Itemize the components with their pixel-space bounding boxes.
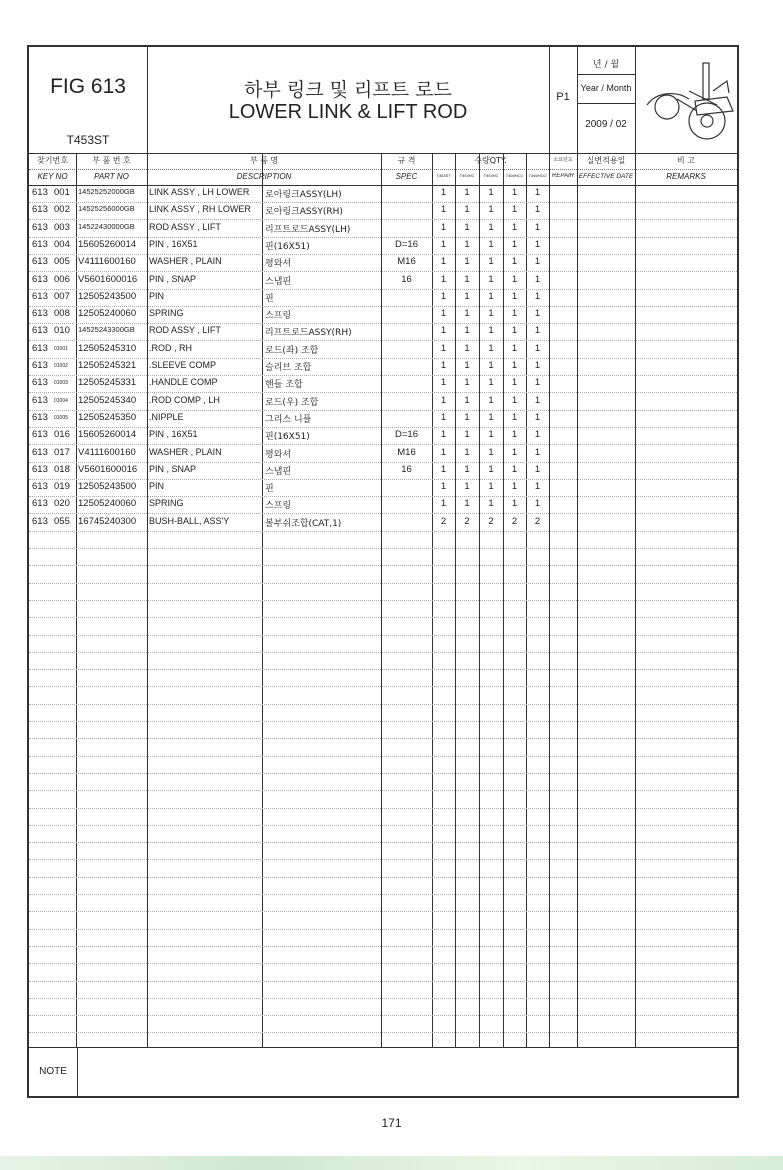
fig-no: 613 — [32, 256, 48, 268]
qty-value: 1 — [534, 308, 541, 320]
key-no: 004 — [54, 238, 70, 250]
description-en: PIN — [149, 290, 165, 301]
scan-edge-band — [0, 1156, 783, 1170]
qty-value: 1 — [488, 187, 494, 198]
description-ko: 평와셔 — [265, 259, 292, 270]
qty-value: 1 — [440, 308, 447, 320]
description-ko: 로드(우) 조합 — [265, 397, 319, 408]
qty-value: 1 — [488, 360, 494, 371]
model-code: T453ST — [66, 133, 110, 147]
empty-row — [29, 981, 737, 999]
qty-value: 1 — [440, 498, 447, 510]
empty-row — [29, 600, 737, 618]
qty-value: 1 — [464, 187, 470, 198]
qty-value: 1 — [488, 273, 494, 285]
qty-value: 1 — [440, 394, 447, 406]
qty-value: 2 — [488, 515, 494, 527]
part-header-ko: 부 품 번 호 — [92, 156, 131, 165]
qty-value: 1 — [511, 273, 518, 285]
qty-value: 1 — [464, 308, 470, 320]
effective-date-header-ko: 실변적용일 — [586, 156, 626, 165]
qty-value: 1 — [440, 429, 447, 441]
qty-value: 1 — [464, 463, 470, 475]
empty-row — [29, 808, 737, 826]
description-en: .SLEEVE COMP — [149, 360, 217, 370]
key-no: 019 — [54, 481, 70, 493]
qty-value: 1 — [488, 290, 494, 302]
empty-row — [29, 1015, 737, 1033]
table-row — [29, 375, 737, 393]
description-ko: 스프링 — [265, 501, 292, 512]
year-month-label-ko: 년 / 월 — [592, 60, 620, 70]
empty-row — [29, 894, 737, 912]
qty-value: 2 — [464, 515, 470, 527]
qty-value: 1 — [440, 446, 447, 458]
desc-header: DESCRIPTION — [236, 172, 292, 181]
qty-value: 1 — [534, 256, 541, 268]
figure-number: FIG 613 — [50, 75, 126, 98]
repair-header-ko: 소요년도 — [553, 157, 573, 163]
repair-header: REPAIR — [552, 173, 574, 179]
fig-no: 613 — [32, 238, 48, 250]
qty-value: 1 — [534, 273, 541, 285]
column-headers — [29, 153, 737, 186]
spec: M16 — [397, 256, 416, 268]
qty-value: 1 — [488, 394, 494, 406]
description-ko: 핀 — [265, 293, 274, 304]
part-no: 12505240060 — [78, 498, 137, 510]
description-ko: 로드(좌) 조합 — [265, 345, 319, 356]
fig-no: 613 — [32, 290, 48, 302]
table-row — [29, 306, 737, 324]
qty-value: 1 — [440, 342, 447, 354]
qty-value: 1 — [464, 481, 470, 493]
part-no: 12505243500 — [78, 481, 137, 493]
qty-value: 1 — [511, 394, 518, 406]
qty-value: 1 — [464, 411, 470, 423]
qty-value: 1 — [511, 411, 518, 423]
description-ko: 로아링크ASSY(LH) — [265, 190, 342, 200]
qty-value: 1 — [440, 187, 447, 198]
spec: 16 — [401, 273, 412, 285]
part-no: 15605260014 — [78, 238, 137, 250]
part-no: 12505245340 — [78, 394, 137, 406]
parts-page — [27, 45, 739, 1098]
remarks-header-ko: 비 고 — [677, 156, 695, 165]
part-no: V4111600160 — [78, 446, 136, 458]
key-no: 003 — [54, 221, 70, 233]
spec: D=16 — [395, 238, 418, 250]
part-no: 15605260014 — [78, 429, 137, 441]
qty-value: 1 — [488, 342, 494, 354]
description-en: PIN , SNAP — [149, 463, 197, 474]
key-no: 01005 — [54, 414, 68, 421]
empty-row — [29, 877, 737, 895]
fig-no: 613 — [32, 187, 48, 198]
qty-value: 1 — [534, 360, 541, 371]
empty-row — [29, 825, 737, 843]
key-no: 007 — [54, 290, 70, 302]
empty-row — [29, 531, 737, 549]
qty-value: 1 — [464, 498, 470, 510]
empty-row — [29, 791, 737, 809]
spec: 16 — [401, 463, 412, 475]
empty-row — [29, 721, 737, 739]
qty-value: 1 — [464, 394, 470, 406]
key-no: 017 — [54, 446, 70, 458]
description-en: SPRING — [149, 308, 184, 319]
key-no: 01003 — [54, 380, 68, 387]
description-ko: 그리스 니플 — [265, 414, 312, 425]
key-no: 005 — [54, 256, 70, 268]
description-ko: 스냅핀 — [265, 466, 292, 477]
qty-value: 1 — [440, 221, 447, 233]
qty-value: 1 — [534, 238, 541, 250]
fig-no: 613 — [32, 515, 48, 527]
qty-value: 1 — [464, 360, 470, 371]
empty-row — [29, 635, 737, 653]
qty-value: 1 — [464, 273, 470, 285]
part-no: 14525252000GB — [78, 187, 135, 196]
table-row — [29, 410, 737, 428]
page-code: P1 — [556, 91, 570, 103]
fig-no: 613 — [32, 221, 48, 233]
qty-value: 1 — [440, 290, 447, 302]
part-no: 12505245310 — [78, 342, 137, 354]
description-ko: 평와셔 — [265, 449, 292, 460]
part-no: 12505240060 — [78, 308, 137, 320]
empty-row — [29, 756, 737, 774]
qty-value: 1 — [511, 342, 518, 354]
key-header-ko: 찾기번호 — [37, 156, 68, 165]
fig-no: 613 — [32, 325, 48, 337]
part-no: V4111600160 — [78, 256, 136, 268]
qty-value: 1 — [511, 204, 518, 216]
qty-value: 1 — [440, 325, 447, 337]
qty-value: 1 — [440, 463, 447, 475]
description-ko: 리프트로드ASSY(RH) — [265, 328, 352, 339]
description-ko: 핸들 조합 — [265, 380, 303, 391]
qty-value: 1 — [488, 411, 494, 423]
qty-value: 1 — [488, 463, 494, 475]
table-row — [29, 202, 737, 220]
fig-no: 613 — [32, 498, 48, 510]
qty-value: 1 — [511, 429, 518, 441]
qty-value: 1 — [464, 238, 470, 250]
key-no: 002 — [54, 204, 70, 216]
qty-model-3: T453HC — [483, 173, 499, 178]
qty-value: 1 — [464, 325, 470, 337]
title-english: LOWER LINK & LIFT ROD — [228, 101, 468, 123]
part-no: 14525243300GB — [78, 325, 135, 335]
table-row — [29, 185, 737, 203]
table-row — [29, 254, 737, 272]
qty-value: 1 — [511, 256, 518, 268]
description-ko: 리프트로드ASSY(LH) — [265, 224, 351, 235]
description-en: LINK ASSY , LH LOWER — [149, 187, 250, 197]
description-ko: 볼부쉬조합(CAT,1) — [265, 518, 342, 529]
qty-value: 1 — [440, 481, 447, 493]
qty-value: 1 — [511, 360, 518, 371]
effective-date-header: EFFECTIVE DATE — [578, 173, 634, 180]
qty-value: 1 — [511, 325, 518, 337]
description-en: ROD ASSY , LIFT — [149, 325, 221, 336]
empty-row — [29, 566, 737, 584]
qty-value: 1 — [511, 377, 518, 389]
qty-value: 1 — [534, 481, 541, 493]
fig-no: 613 — [32, 394, 48, 406]
part-header: PART NO — [94, 172, 129, 181]
table-row — [29, 462, 737, 480]
qty-value: 1 — [511, 446, 518, 458]
table-row — [29, 514, 737, 532]
empty-row — [29, 929, 737, 947]
description-en: PIN , 16X51 — [149, 238, 198, 249]
qty-value: 1 — [488, 325, 494, 337]
description-ko: 핀 — [265, 484, 274, 495]
qty-value: 1 — [464, 446, 470, 458]
qty-header: 수량QTY. — [474, 156, 507, 165]
title-korean: 하부 링크 및 리프트 로드 — [244, 79, 452, 101]
page-number: 171 — [381, 1116, 402, 1130]
qty-value: 1 — [440, 411, 447, 423]
part-no: V5601600016 — [78, 273, 138, 285]
fig-no: 613 — [32, 360, 48, 371]
desc-header-ko: 부 품 명 — [249, 156, 279, 165]
description-en: SPRING — [149, 498, 184, 509]
qty-model-4: T494HCC — [505, 173, 524, 178]
fig-no: 613 — [32, 308, 48, 320]
spec-header-ko: 규 격 — [397, 156, 416, 165]
qty-model-5: T494HCG — [528, 173, 547, 178]
description-en: LINK ASSY , RH LOWER — [149, 204, 251, 215]
table-row — [29, 393, 737, 411]
qty-value: 1 — [464, 290, 470, 302]
part-no: 12505245321 — [78, 360, 137, 371]
qty-value: 2 — [440, 515, 447, 527]
table-row — [29, 479, 737, 497]
qty-value: 1 — [464, 429, 470, 441]
empty-row — [29, 998, 737, 1016]
qty-value: 1 — [488, 221, 494, 233]
tractor-illustration — [637, 51, 737, 149]
qty-value: 1 — [488, 498, 494, 510]
qty-value: 1 — [534, 290, 541, 302]
table-row — [29, 427, 737, 445]
empty-row — [29, 669, 737, 687]
qty-value: 1 — [464, 204, 470, 216]
qty-value: 1 — [488, 256, 494, 268]
part-no: 14525256000GB — [78, 204, 135, 214]
description-en: BUSH-BALL, ASS'Y — [149, 515, 230, 526]
fig-no: 613 — [32, 481, 48, 493]
description-ko: 로아링크ASSY(RH) — [265, 207, 343, 218]
qty-value: 1 — [488, 481, 494, 493]
part-no: 16745240300 — [78, 515, 137, 527]
qty-value: 1 — [464, 221, 470, 233]
empty-row — [29, 739, 737, 757]
qty-value: 1 — [440, 204, 447, 216]
description-en: .ROD COMP , LH — [149, 394, 220, 405]
fig-no: 613 — [32, 463, 48, 475]
qty-value: 1 — [534, 429, 541, 441]
qty-value: 1 — [488, 429, 494, 441]
spec: D=16 — [395, 429, 418, 441]
year-month-label: Year / Month — [580, 83, 632, 93]
qty-value: 1 — [511, 290, 518, 302]
key-no: 055 — [54, 515, 70, 527]
empty-row — [29, 704, 737, 722]
table-row — [29, 445, 737, 463]
qty-value: 1 — [534, 411, 541, 423]
description-en: PIN — [149, 481, 165, 492]
description-ko: 핀(16X51) — [265, 241, 310, 252]
qty-value: 1 — [511, 498, 518, 510]
part-no: 14522430000GB — [78, 221, 135, 231]
qty-value: 1 — [464, 377, 470, 389]
spec: M16 — [397, 446, 416, 458]
description-en: .NIPPLE — [149, 411, 184, 422]
note-section — [29, 1047, 737, 1097]
qty-value: 1 — [534, 325, 541, 337]
qty-value: 1 — [534, 394, 541, 406]
key-no: 018 — [54, 463, 70, 475]
key-no: 006 — [54, 273, 70, 285]
key-no: 01002 — [54, 363, 68, 369]
table-row — [29, 220, 737, 238]
fig-no: 613 — [32, 204, 48, 216]
empty-row — [29, 583, 737, 601]
qty-value: 1 — [534, 187, 541, 198]
spec-header: SPEC — [395, 172, 418, 181]
empty-row — [29, 687, 737, 705]
part-no: V5601600016 — [78, 463, 138, 475]
parts-table — [29, 185, 737, 1047]
qty-value: 1 — [534, 377, 541, 389]
table-row — [29, 358, 737, 376]
qty-model-2: T453HC — [459, 173, 475, 178]
fig-no: 613 — [32, 411, 48, 423]
description-en: ROD ASSY , LIFT — [149, 221, 221, 232]
key-no: 001 — [54, 187, 70, 198]
key-no: 010 — [54, 325, 70, 337]
qty-value: 1 — [488, 204, 494, 216]
empty-row — [29, 773, 737, 791]
note-label: NOTE — [39, 1066, 67, 1077]
table-row — [29, 272, 737, 290]
key-no: 01004 — [54, 397, 68, 404]
table-row — [29, 237, 737, 255]
qty-value: 1 — [511, 463, 518, 475]
part-no: 12505245350 — [78, 411, 137, 423]
qty-value: 1 — [534, 204, 541, 216]
table-row — [29, 289, 737, 307]
qty-value: 1 — [534, 498, 541, 510]
description-ko: 핀(16X51) — [265, 432, 310, 443]
qty-value: 1 — [488, 446, 494, 458]
empty-row — [29, 548, 737, 566]
description-en: .HANDLE COMP — [149, 377, 218, 388]
empty-row — [29, 842, 737, 860]
fig-no: 613 — [32, 446, 48, 458]
qty-value: 1 — [488, 377, 494, 389]
empty-row — [29, 912, 737, 930]
fig-no: 613 — [32, 429, 48, 441]
qty-value: 1 — [440, 256, 447, 268]
part-no: 12505243500 — [78, 290, 137, 302]
qty-value: 1 — [511, 238, 518, 250]
qty-value: 1 — [440, 273, 447, 285]
issue-date: 2009 / 02 — [585, 119, 627, 130]
table-row — [29, 341, 737, 359]
qty-value: 1 — [534, 463, 541, 475]
qty-value: 1 — [440, 360, 447, 371]
qty-value: 2 — [534, 515, 541, 527]
empty-row — [29, 964, 737, 982]
description-ko: 슬리브 조합 — [265, 363, 312, 373]
qty-value: 1 — [440, 238, 447, 250]
empty-row — [29, 618, 737, 636]
description-ko: 스프링 — [265, 311, 292, 322]
qty-value: 1 — [534, 342, 541, 354]
qty-value: 1 — [464, 342, 470, 354]
qty-value: 1 — [488, 308, 494, 320]
key-header: KEY NO — [37, 172, 68, 181]
qty-value: 1 — [511, 221, 518, 233]
key-no: 01001 — [54, 345, 68, 352]
empty-row — [29, 946, 737, 964]
qty-value: 1 — [440, 377, 447, 389]
fig-no: 613 — [32, 273, 48, 285]
qty-value: 1 — [534, 221, 541, 233]
qty-value: 2 — [511, 515, 518, 527]
key-no: 016 — [54, 429, 70, 441]
qty-value: 1 — [534, 446, 541, 458]
description-en: .ROD , RH — [149, 342, 193, 353]
empty-row — [29, 652, 737, 670]
qty-value: 1 — [464, 256, 470, 268]
description-en: PIN , SNAP — [149, 273, 197, 284]
fig-no: 613 — [32, 377, 48, 389]
description-en: PIN , 16X51 — [149, 429, 198, 440]
description-en: WASHER , PLAIN — [149, 256, 222, 267]
qty-value: 1 — [511, 308, 518, 320]
empty-row — [29, 860, 737, 878]
key-no: 020 — [54, 498, 70, 510]
remarks-header: REMARKS — [666, 172, 706, 181]
fig-no: 613 — [32, 342, 48, 354]
part-no: 12505245331 — [78, 377, 137, 389]
key-no: 008 — [54, 308, 70, 320]
qty-model-1: T453ST — [436, 173, 451, 178]
qty-value: 1 — [511, 187, 518, 198]
table-row — [29, 323, 737, 341]
page-header — [29, 47, 737, 154]
qty-value: 1 — [488, 238, 494, 250]
description-ko: 스냅핀 — [265, 276, 292, 287]
table-row — [29, 496, 737, 514]
description-en: WASHER , PLAIN — [149, 446, 222, 457]
qty-value: 1 — [511, 481, 518, 493]
